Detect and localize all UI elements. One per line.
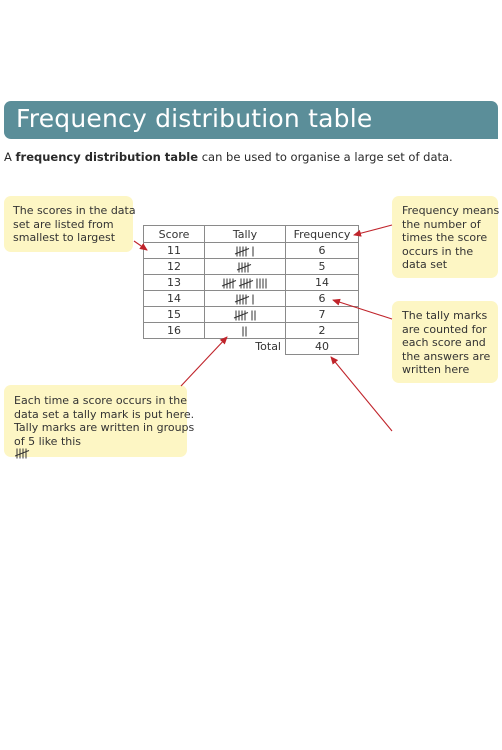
table-row (144, 259, 359, 275)
note-line: data set a tally mark is put here. (14, 407, 195, 421)
note-line-with-icon (14, 435, 187, 463)
tally-cell (205, 307, 286, 323)
frequency-cell: 7 (286, 307, 359, 323)
tally-marks (234, 246, 256, 257)
note-line-text: of 5 like this (14, 434, 82, 448)
score-cell: 11 (144, 243, 205, 259)
page-title: Frequency distribution table (16, 104, 373, 133)
tally-marks (221, 278, 269, 289)
header-score: Score (144, 226, 205, 243)
note-line: The scores in the data (13, 204, 136, 217)
frequency-cell: 2 (286, 323, 359, 339)
note-line: the number of (402, 217, 481, 231)
note-line: written here (402, 363, 470, 376)
note-line: Each time a score occurs in the (14, 394, 187, 407)
note-line: smallest to largest (13, 231, 116, 244)
intro-bold-term: frequency distribution table (15, 150, 199, 164)
header-tally: Tally (205, 226, 286, 243)
note-line: set are listed from (13, 217, 114, 231)
intro-text (4, 150, 453, 164)
note-tally-counted (392, 301, 498, 383)
score-cell: 14 (144, 291, 205, 307)
tally-cell (205, 291, 286, 307)
tally-marks (233, 310, 258, 321)
tally-marks (234, 294, 256, 305)
frequency-cell: 14 (286, 275, 359, 291)
tally-group-icon (15, 448, 187, 463)
total-label: Total (255, 340, 281, 354)
table-row (144, 291, 359, 307)
score-cell: 16 (144, 323, 205, 339)
score-cell: 13 (144, 275, 205, 291)
note-line: Tally marks are written in groups (14, 421, 195, 434)
note-line: data set (402, 258, 448, 271)
note-line: the answers are (402, 349, 491, 363)
tally-marks (241, 326, 249, 337)
arrow-to-frequency-header (354, 225, 392, 235)
tally-cell (205, 243, 286, 259)
score-cell: 12 (144, 259, 205, 275)
note-line: each score and (402, 336, 486, 349)
frequency-table (143, 225, 359, 355)
tally-cell (205, 275, 286, 291)
note-line: Frequency means (402, 204, 500, 217)
tally-marks (236, 262, 255, 273)
frequency-cell: 6 (286, 243, 359, 259)
note-line: times the score (402, 231, 488, 244)
table-row (144, 243, 359, 259)
table-row (144, 323, 359, 339)
total-value: 40 (286, 339, 359, 355)
table-header-row (144, 226, 359, 243)
score-cell: 15 (144, 307, 205, 323)
frequency-cell: 6 (286, 291, 359, 307)
table-row (144, 275, 359, 291)
frequency-cell: 5 (286, 259, 359, 275)
note-frequency-means (392, 196, 498, 278)
note-line: The tally marks (402, 309, 488, 322)
note-line: occurs in the (402, 244, 474, 258)
note-line: are counted for (402, 322, 487, 336)
tally-cell (205, 323, 286, 339)
arrow-to-total-value (331, 357, 392, 431)
title-banner (4, 101, 498, 139)
intro-prefix: A (4, 150, 16, 164)
table-row (144, 307, 359, 323)
tally-cell (205, 259, 286, 275)
table-total-row (144, 339, 359, 355)
note-tally-mark (4, 385, 195, 457)
header-frequency: Frequency (286, 226, 359, 243)
note-scores-listed (4, 196, 136, 252)
intro-suffix: can be used to organise a large set of data. (198, 150, 453, 164)
empty-cell (144, 339, 205, 355)
